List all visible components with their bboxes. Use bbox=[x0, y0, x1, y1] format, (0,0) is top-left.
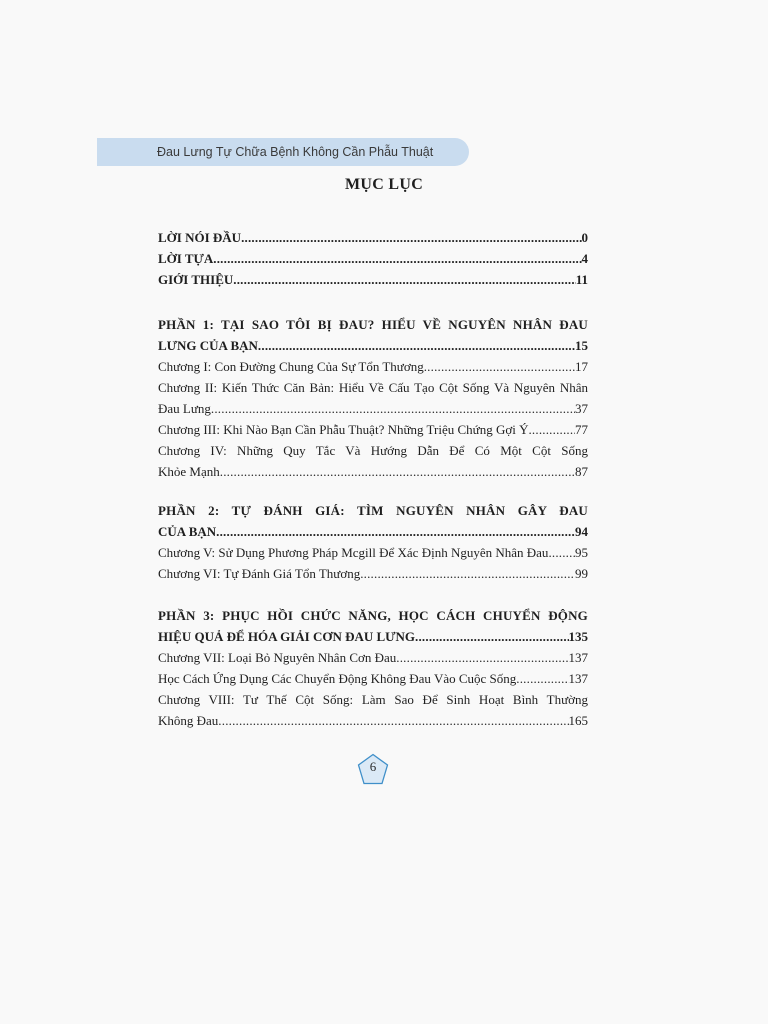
toc-title: MỤC LỤC bbox=[344, 176, 424, 193]
toc-leader-dots bbox=[360, 563, 575, 584]
page-number-badge bbox=[357, 753, 389, 785]
toc-leader-dots bbox=[516, 668, 568, 689]
toc-leader-dots bbox=[396, 647, 568, 668]
toc-entry-label: Khỏe Mạnh bbox=[158, 464, 220, 479]
part-3-title-line[interactable]: PHẦN 3: PHỤC HỒI CHỨC NĂNG, HỌC CÁCH CHUYỂN ĐỘNG bbox=[158, 608, 588, 623]
toc-leader-dots bbox=[241, 227, 581, 248]
part-1-title-entry[interactable] bbox=[158, 335, 588, 356]
toc-chapter-8[interactable] bbox=[158, 710, 588, 731]
toc-chapter-3[interactable] bbox=[158, 419, 588, 440]
toc-entry-label: Học Cách Ứng Dụng Các Chuyển Động Không Đau Vào Cuộc Sống bbox=[158, 671, 517, 686]
toc-page-number: 165 bbox=[568, 713, 588, 728]
book-title: Đau Lưng Tự Chữa Bệnh Không Cần Phẫu Thuật bbox=[157, 145, 434, 159]
toc-page-number: 137 bbox=[568, 650, 588, 665]
toc-entry-label: Đau Lưng bbox=[158, 401, 211, 416]
page-number: 6 bbox=[369, 759, 377, 774]
toc-chapter-4[interactable] bbox=[158, 461, 588, 482]
toc-entry-label: Chương I: Con Đường Chung Của Sự Tổn Thương bbox=[158, 359, 424, 374]
toc-page-number: 99 bbox=[575, 566, 588, 581]
toc-page-number: 15 bbox=[575, 338, 588, 353]
toc-chapter-7-sub[interactable] bbox=[158, 668, 588, 689]
toc-entry-preface[interactable] bbox=[158, 227, 588, 248]
toc-leader-dots bbox=[213, 248, 581, 269]
toc-entry-introduction[interactable] bbox=[158, 269, 588, 290]
toc-leader-dots bbox=[211, 398, 575, 419]
toc-chapter-7[interactable] bbox=[158, 647, 588, 668]
toc-page-number: 17 bbox=[575, 359, 588, 374]
toc-leader-dots bbox=[216, 521, 575, 542]
toc-page-number: 94 bbox=[575, 524, 588, 539]
toc-entry-label: Chương VII: Loại Bỏ Nguyên Nhân Cơn Đau bbox=[158, 650, 397, 665]
toc-chapter-6[interactable] bbox=[158, 563, 588, 584]
toc-part-3 bbox=[158, 605, 588, 731]
toc-page-number: 135 bbox=[568, 629, 588, 644]
toc-leader-dots bbox=[415, 626, 568, 647]
toc-leader-dots bbox=[218, 710, 568, 731]
toc-part-1 bbox=[158, 314, 588, 482]
toc-page-number: 4 bbox=[581, 251, 588, 266]
part-3-title-entry[interactable] bbox=[158, 626, 588, 647]
running-header bbox=[97, 138, 469, 166]
toc-page-number: 37 bbox=[575, 401, 588, 416]
part-2-title-line[interactable]: PHẦN 2: TỰ ĐÁNH GIÁ: TÌM NGUYÊN NHÂN GÂY ĐAU bbox=[158, 503, 588, 518]
toc-entry-label: GIỚI THIỆU bbox=[158, 272, 234, 287]
toc-entry-label: CỦA BẠN bbox=[158, 524, 217, 539]
toc-intro-list bbox=[158, 227, 588, 290]
toc-entry-label: Chương V: Sử Dụng Phương Pháp Mcgill Để Xác Định Nguyên Nhân Đau bbox=[158, 545, 549, 560]
toc-entry-label: LỜI TỰA bbox=[158, 251, 214, 266]
toc-page-number: 95 bbox=[575, 545, 588, 560]
toc-chapter-1[interactable] bbox=[158, 356, 588, 377]
toc-entry-label: Chương VI: Tự Đánh Giá Tổn Thương bbox=[158, 566, 361, 581]
toc-entry-foreword[interactable] bbox=[158, 248, 588, 269]
toc-page-number: 137 bbox=[568, 671, 588, 686]
toc-page-number: 87 bbox=[575, 464, 588, 479]
part-1-title-line[interactable]: PHẦN 1: TẠI SAO TÔI BỊ ĐAU? HIỂU VỀ NGUYÊN NHÂN ĐAU bbox=[158, 317, 588, 332]
toc-chapter-5[interactable] bbox=[158, 542, 588, 563]
toc-leader-dots bbox=[548, 542, 575, 563]
toc-page-number: 0 bbox=[581, 230, 588, 245]
toc-chapter-2[interactable] bbox=[158, 398, 588, 419]
toc-entry-label: HIỆU QUẢ ĐỂ HÓA GIẢI CƠN ĐAU LƯNG bbox=[158, 629, 416, 644]
toc-part-2 bbox=[158, 500, 588, 584]
toc-entry-label: Không Đau bbox=[158, 713, 219, 728]
toc-page-number: 11 bbox=[575, 272, 588, 287]
toc-chapter-8-line[interactable]: Chương VIII: Tư Thế Cột Sống: Làm Sao Để Sinh Hoạt Bình Thường bbox=[158, 692, 588, 707]
toc-page-number: 77 bbox=[575, 422, 588, 437]
toc-leader-dots bbox=[424, 356, 575, 377]
part-2-title-entry[interactable] bbox=[158, 521, 588, 542]
toc-entry-label: LƯNG CỦA BẠN bbox=[158, 338, 258, 353]
toc-leader-dots bbox=[233, 269, 575, 290]
toc-leader-dots bbox=[528, 419, 575, 440]
toc-leader-dots bbox=[220, 461, 575, 482]
toc-chapter-2-line[interactable]: Chương II: Kiến Thức Căn Bản: Hiểu Về Cấu Tạo Cột Sống Và Nguyên Nhân bbox=[158, 380, 588, 395]
toc-chapter-4-line[interactable]: Chương IV: Những Quy Tắc Và Hướng Dẫn Để Có Một Cột Sống bbox=[158, 443, 588, 458]
toc-leader-dots bbox=[258, 335, 575, 356]
toc-entry-label: LỜI NÓI ĐẦU bbox=[158, 230, 242, 245]
toc-entry-label: Chương III: Khi Nào Bạn Cần Phẫu Thuật? Những Triệu Chứng Gợi Ý bbox=[158, 422, 529, 437]
